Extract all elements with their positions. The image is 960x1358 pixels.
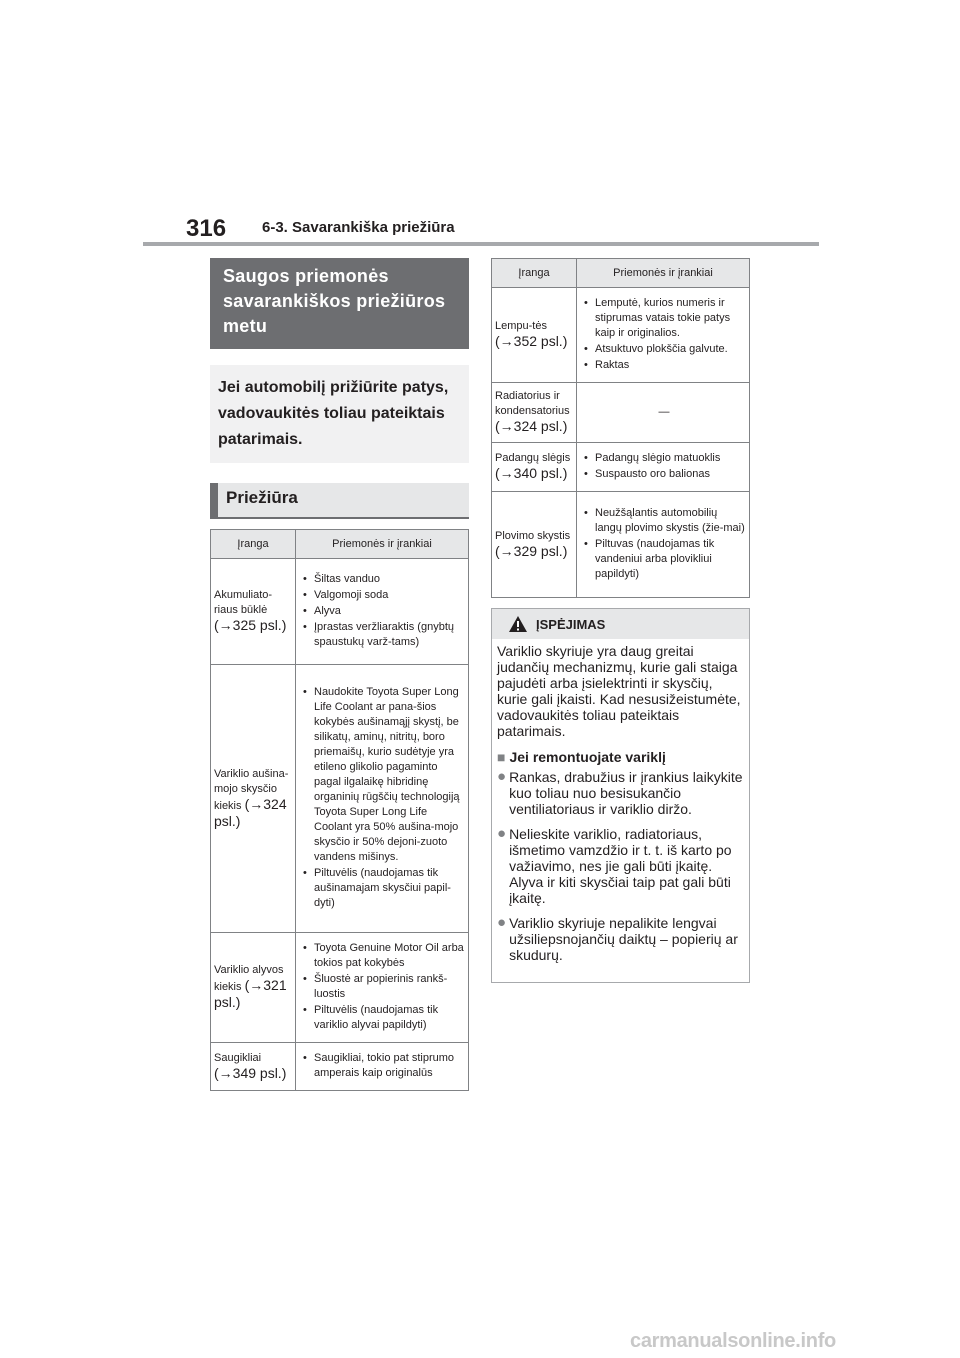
subheading-maintenance: Priežiūra: [210, 483, 469, 517]
intro-text: Jei automobilį prižiūrite patys, vadovaukitės toliau pateiktais patarimais.: [210, 365, 469, 463]
list-item: • Piltuvėlis (naudojamas tik variklio alyvai papildyti): [302, 1003, 464, 1033]
list-item: • Atsuktuvo plokščia galvute.: [583, 342, 745, 357]
page-number: 316: [186, 215, 227, 242]
equipment-cell: [211, 559, 296, 665]
tools-cell-empty: —: [577, 383, 750, 443]
warning-item: [497, 915, 743, 963]
left-column: [210, 258, 469, 1091]
tools-cell: [296, 665, 469, 933]
equipment-name: Plovimo skystis: [495, 529, 571, 542]
right-column: [491, 258, 750, 983]
list-item: • Toyota Genuine Motor Oil arba tokios pat kokybės: [302, 941, 464, 971]
warning-header: [492, 609, 749, 639]
table-row: [492, 288, 750, 383]
table-row: [492, 443, 750, 492]
page-ref: (→324 psl.): [214, 795, 287, 829]
list-item: • Valgomoji soda: [302, 588, 464, 603]
equipment-name: Saugikliai: [214, 1051, 262, 1064]
list-item: • Raktas: [583, 358, 745, 373]
warning-subheading: [497, 749, 743, 765]
column-header-equipment: Įranga: [492, 259, 577, 288]
equipment-name: Padangų slėgis: [495, 452, 571, 464]
maintenance-table-right: [491, 258, 750, 598]
list-item: • Piltuvas (naudojamas tik vandeniui arba plovikliui papildyti): [583, 537, 745, 582]
warning-intro: Variklio skyriuje yra daug greitai judančių mechanizmų, kurie gali staiga pajudėti arba įsielektrinti ir skysčių, kurie gali įkaisti. Kad nesusižeistumėte, vadovaukitės toliau pateiktais patarimais.: [497, 643, 741, 739]
table-row: [492, 383, 750, 443]
warning-item-text: Rankas, drabužius ir įrankius laikykite kuo toliau nuo besisukančio ventiliatoriaus ir variklio diržo.: [509, 769, 743, 817]
column-header-tools: Priemonės ir įrankiai: [296, 530, 469, 559]
footer-watermark: carmanualsonline.info: [630, 1330, 836, 1352]
page-ref: (→352 psl.): [495, 333, 568, 349]
section-title: 6-3. Savarankiška priežiūra: [262, 219, 455, 236]
header-rule: [143, 242, 819, 246]
table-row: [211, 1043, 469, 1091]
page-ref: (→321 psl.): [214, 977, 287, 1010]
warning-title: ĮSPĖJIMAS: [536, 616, 606, 632]
tools-cell: [296, 933, 469, 1043]
list-item: • Šiltas vanduo: [302, 572, 464, 587]
equipment-name: Akumuliato-riaus būklė: [214, 589, 273, 616]
table-row: [492, 492, 750, 598]
list-item: • Lemputė, kurios numeris ir stiprumas vatais tokie patys kaip ir originalios.: [583, 296, 745, 341]
tools-cell: [577, 492, 750, 598]
warning-subheading-text: Jei remontuojate variklį: [509, 749, 666, 765]
table-header-row: [492, 259, 750, 288]
list-item: • Neužšąlantis automobilių langų plovimo skystis (žie-mai): [583, 506, 745, 536]
warning-box: [491, 608, 750, 983]
equipment-name: Radiatorius ir kondensatorius: [495, 390, 570, 417]
warning-body: [492, 639, 749, 982]
tools-cell: [577, 288, 750, 383]
tools-cell: [296, 559, 469, 665]
circle-bullet-icon: ●: [497, 825, 507, 842]
page-ref: (→349 psl.): [214, 1064, 287, 1081]
list-item: • Saugikliai, tokio pat stiprumo amperais kaip originalūs: [302, 1051, 464, 1081]
equipment-name: Lempu-tės: [495, 320, 547, 332]
circle-bullet-icon: ●: [497, 914, 507, 931]
equipment-cell: [211, 665, 296, 933]
warning-item: [497, 826, 743, 906]
equipment-name: Variklio aušina-mojo skysčio kiekis: [214, 767, 289, 812]
table-header-row: [211, 530, 469, 559]
table-row: [211, 665, 469, 933]
equipment-cell: [492, 443, 577, 492]
table-row: [211, 559, 469, 665]
list-item: • Įprastas veržliaraktis (gnybtų spaustukų varž-tams): [302, 620, 464, 650]
list-item: • Šluostė ar popierinis rankš-luostis: [302, 972, 464, 1002]
square-bullet-icon: ■: [497, 749, 506, 765]
tools-cell: [577, 443, 750, 492]
page-ref: (→340 psl.): [495, 465, 568, 481]
list-item: • Naudokite Toyota Super Long Life Coolant ar pana-šios kokybės aušinamąjį skystį, be silikatų, aminų, nitritų, boro priemaišų, kurio sudėtyje yra etileno glikolio pagaminto pagal ilgalaikę hibridinę organinių rūgščių technologiją Toyota Super Long Life Coolant yra 50% aušina-mojo skysčio ir 50% dejoni-zuoto vandens mišinys.: [302, 685, 464, 865]
equipment-name: Variklio alyvos kiekis: [214, 964, 284, 993]
list-item: • Alyva: [302, 604, 464, 619]
equipment-cell: [492, 383, 577, 443]
equipment-cell: [211, 1043, 296, 1091]
circle-bullet-icon: ●: [497, 768, 507, 785]
tools-cell: [296, 1043, 469, 1091]
warning-item: [497, 769, 743, 817]
list-item: • Suspausto oro balionas: [583, 467, 745, 482]
equipment-cell: [211, 933, 296, 1043]
column-header-equipment: Įranga: [211, 530, 296, 559]
column-header-tools: Priemonės ir įrankiai: [577, 259, 750, 288]
page-ref: (→325 psl.): [214, 617, 287, 633]
warning-item-text: Variklio skyriuje nepalikite lengvai užsiliepsnojančių daiktų – popierių ar skudurų.: [509, 915, 738, 963]
page-ref: (→324 psl.): [495, 418, 568, 434]
page-ref: (→329 psl.): [495, 542, 568, 559]
maintenance-table-left: [210, 529, 469, 1091]
equipment-cell: [492, 288, 577, 383]
list-item: • Padangų slėgio matuoklis: [583, 451, 745, 466]
warning-icon: [508, 615, 528, 633]
warning-item-text: Nelieskite variklio, radiatoriaus, išmetimo vamzdžio ir t. t. iš karto po važiavimo, nes jie gali būti įkaitę. Alyva ir kiti skysčiai taip pat gali būti įkaitę.: [509, 826, 732, 906]
main-heading: Saugos priemonės savarankiškos priežiūros metu: [210, 258, 469, 349]
equipment-cell: [492, 492, 577, 598]
subheading-rule: [210, 517, 469, 519]
table-row: [211, 933, 469, 1043]
list-item: • Piltuvėlis (naudojamas tik aušinamajam skysčiui papil-dyti): [302, 866, 464, 911]
